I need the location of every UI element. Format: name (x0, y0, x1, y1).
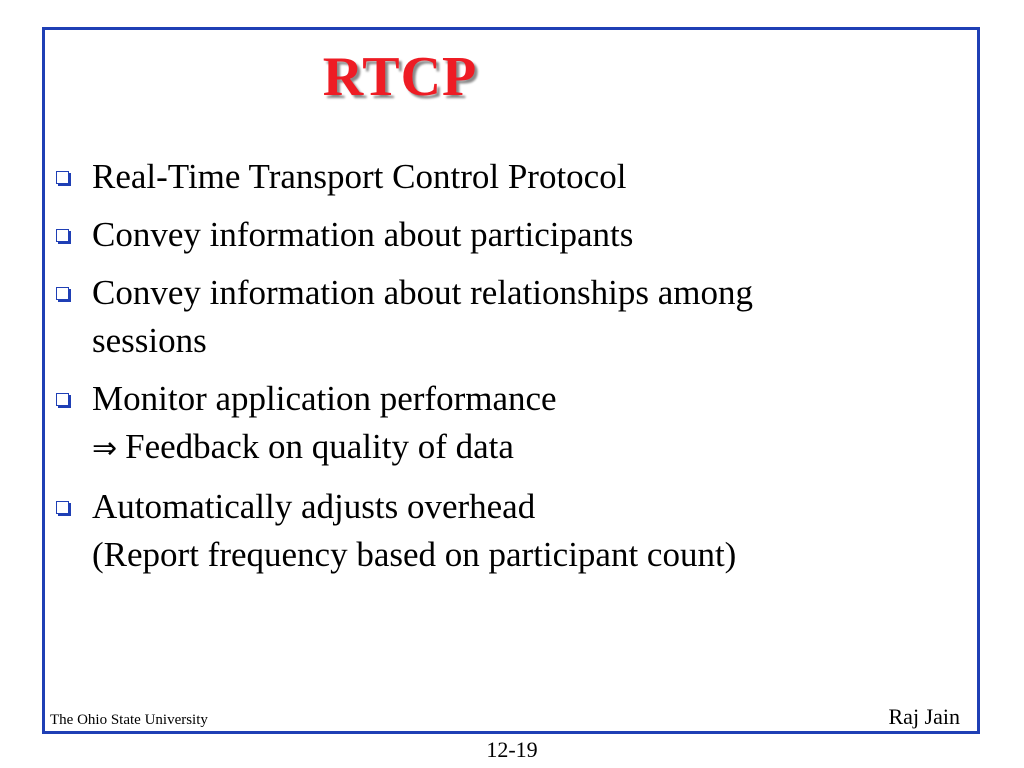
bullet-list (56, 153, 936, 589)
footer-author: Raj Jain (888, 704, 960, 729)
bullet-subline (92, 423, 936, 473)
bullet-item (56, 211, 936, 259)
page-number: 12-19 (486, 737, 538, 762)
bullet-text-continuation: (Report frequency based on participant count) (92, 535, 737, 574)
hollow-square-bullet-icon (56, 501, 69, 514)
bullet-item (56, 269, 936, 365)
bullet-text: Convey information about relationships among (92, 273, 754, 312)
hollow-square-bullet-icon (56, 287, 69, 300)
hollow-square-bullet-icon (56, 393, 69, 406)
implies-arrow-icon: ⇒ (92, 431, 118, 466)
bullet-text: Automatically adjusts overhead (92, 487, 536, 526)
bullet-text: Monitor application performance (92, 379, 557, 418)
bullet-subline-text: Feedback on quality of data (125, 427, 514, 466)
bullet-text-continuation: sessions (92, 321, 207, 360)
bullet-item (56, 483, 936, 579)
slide-title: RTCP (322, 46, 478, 108)
bullet-text: Real-Time Transport Control Protocol (92, 157, 627, 196)
bullet-text: Convey information about participants (92, 215, 634, 254)
bullet-item (56, 375, 936, 473)
hollow-square-bullet-icon (56, 229, 69, 242)
footer-institution: The Ohio State University (50, 712, 208, 728)
bullet-item (56, 153, 936, 201)
hollow-square-bullet-icon (56, 171, 69, 184)
